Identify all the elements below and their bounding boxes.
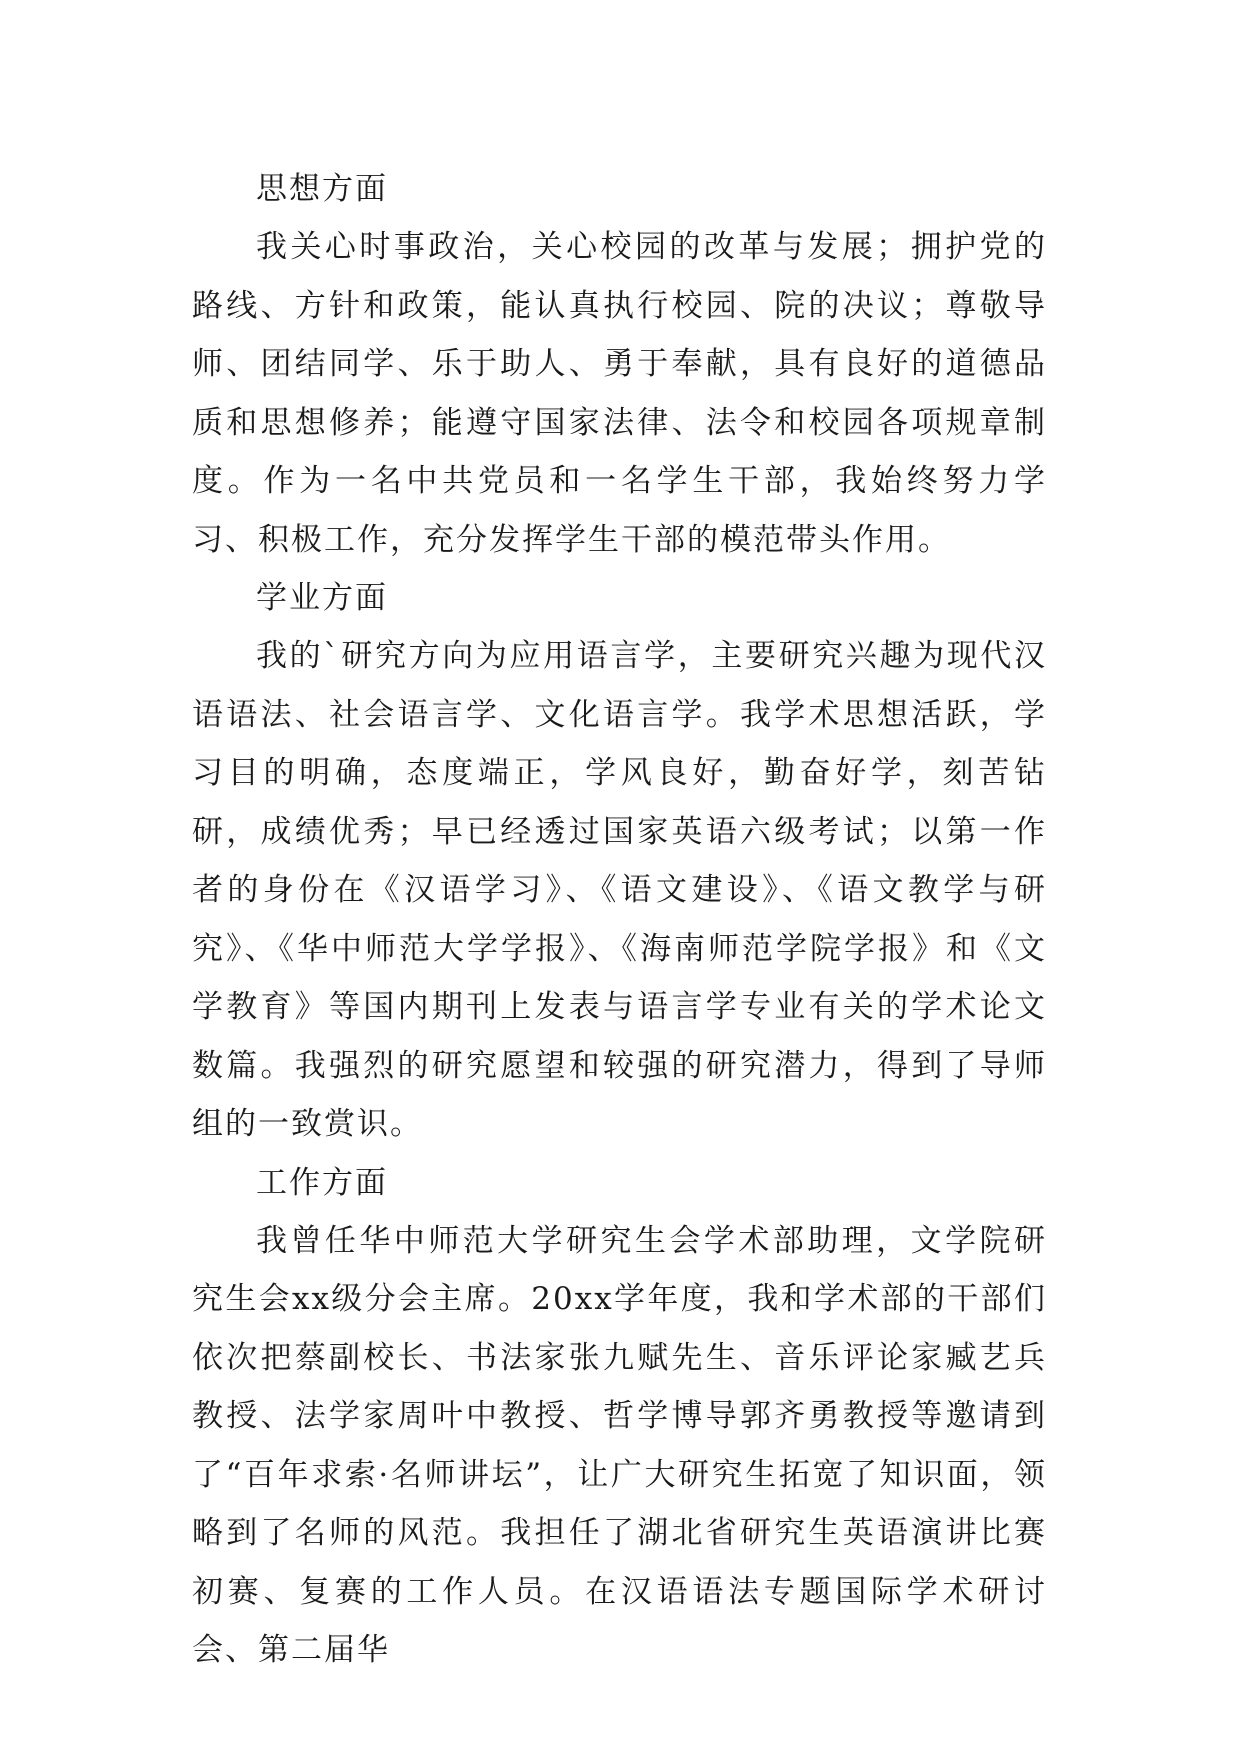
section-heading-study: 学业方面	[256, 580, 388, 616]
document-page	[192, 160, 1047, 1680]
section-body-study: 我的`研究方向为应用语言学，主要研究兴趣为现代汉语语法、社会语言学、文化语言学。我学术思想活跃，学习目的明确，态度端正，学风良好，勤奋好学，刻苦钻研，成绩优秀；早已经透过国家英语六级考试；以第一作者的身份在《汉语学习》、《语文建设》、《语文教学与研究》、《华中师范大学学报》、《海南师范学院学报》和《文学教育》等国内期刊上发表与语言学专业有关的学术论文数篇。我强烈的研究愿望和较强的研究潜力，得到了导师组的一致赏识。	[192, 638, 1047, 1142]
section-heading-thought: 思想方面	[256, 171, 388, 207]
section-heading-work: 工作方面	[256, 1164, 388, 1201]
section-body-work: 我曾任华中师范大学研究生会学术部助理，文学院研究生会xx级分会主席。20xx学年度，我和学术部的干部们依次把蔡副校长、书法家张九赋先生、音乐评论家臧艺兵教授、法学家周叶中教授、哲学博导郭齐勇教授等邀请到了“百年求索·名师讲坛”，让广大研究生拓宽了知识面，领略到了名师的风范。我担任了湖北省研究生英语演讲比赛初赛、复赛的工作人员。在汉语语法专题国际学术研讨会、第二届华	[192, 1222, 1047, 1668]
section-body-thought: 我关心时事政治，关心校园的改革与发展；拥护党的路线、方针和政策，能认真执行校园、院的决议；尊敬导师、团结同学、乐于助人、勇于奉献，具有良好的道德品质和思想修养；能遵守国家法律、法令和校园各项规章制度。作为一名中共党员和一名学生干部，我始终努力学习、积极工作，充分发挥学生干部的模范带头作用。	[192, 229, 1047, 558]
